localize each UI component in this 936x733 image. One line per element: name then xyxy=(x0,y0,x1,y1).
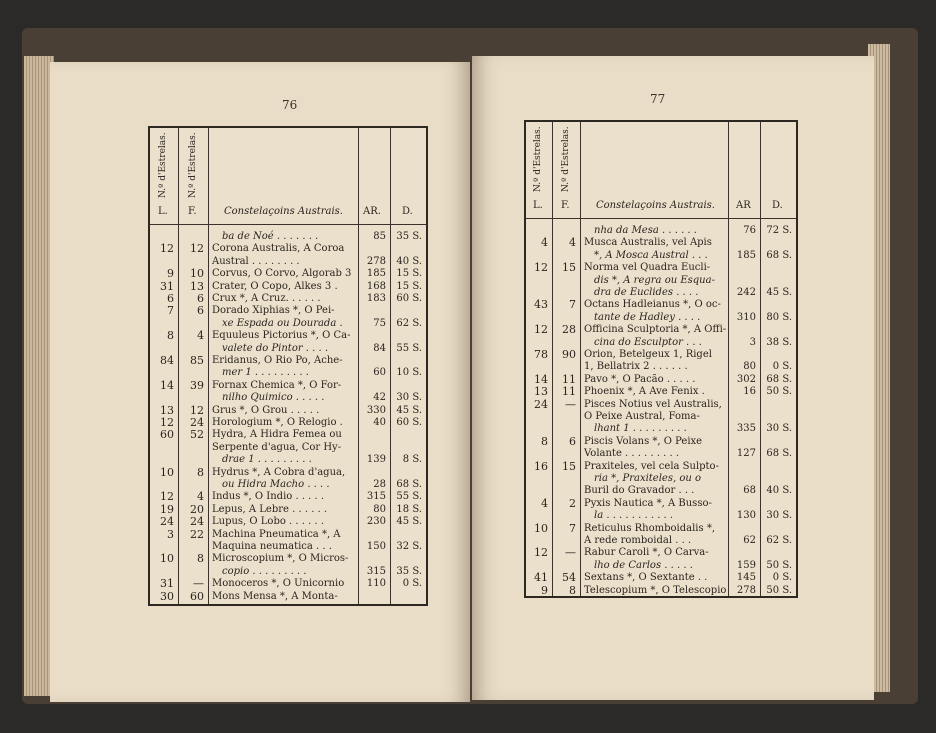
cell-ar: 3 xyxy=(749,336,756,348)
cell-ar: 145 xyxy=(736,572,756,584)
cell-f: 39 xyxy=(190,378,204,392)
cell-n: Pisces Notius vel Australis, xyxy=(584,398,722,410)
cell-f: 12 xyxy=(190,403,204,417)
left-star-table xyxy=(148,126,428,606)
cell-n: la . . . . . . . . . . . xyxy=(594,510,674,522)
cell-n: A rede romboidal . . . xyxy=(584,535,692,546)
cell-l: 13 xyxy=(534,385,548,399)
cell-l: 12 xyxy=(160,242,174,256)
cell-n: Indus *, O Indio . . . . . xyxy=(212,491,325,503)
cell-n: Volante . . . . . . . . . xyxy=(584,448,680,460)
cell-n: Octans Hadleianus *, O oc- xyxy=(584,299,721,311)
cell-l: 12 xyxy=(160,416,174,429)
cell-d: 68 S. xyxy=(396,479,422,490)
cell-f: 8 xyxy=(569,583,576,597)
cell-ar: 80 xyxy=(743,361,756,373)
cell-d: 0 S. xyxy=(772,361,792,373)
cell-ar: 183 xyxy=(366,293,386,304)
header-l: L. xyxy=(533,200,543,211)
cell-d: 55 S. xyxy=(396,342,422,354)
cell-l: 9 xyxy=(541,583,548,597)
cell-n: lho de Carlos . . . . . xyxy=(594,559,693,571)
cell-f: 2 xyxy=(569,496,576,510)
cell-ar: 315 xyxy=(366,491,386,503)
cell-l: 12 xyxy=(534,546,548,560)
cell-n: Phoenix *, A Ave Fenix . xyxy=(584,386,705,398)
cell-f: 4 xyxy=(197,329,204,343)
cell-l: 84 xyxy=(160,354,174,367)
cell-d: 45 S. xyxy=(766,287,792,298)
cell-ar: 159 xyxy=(736,559,756,571)
cell-d: 45 S. xyxy=(396,516,422,528)
cell-l: 12 xyxy=(534,261,548,275)
cell-f: 7 xyxy=(569,521,576,535)
cell-f: 6 xyxy=(569,434,576,448)
cell-n: Corona Australis, A Coroa xyxy=(212,243,345,255)
cell-ar: 130 xyxy=(736,510,756,522)
header-l: L. xyxy=(158,206,168,217)
cell-n: Lepus, A Lebre . . . . . . xyxy=(212,503,328,515)
cell-n: Piscis Volans *, O Peixe xyxy=(584,435,703,447)
cell-f: 6 xyxy=(197,304,204,318)
header-d: D. xyxy=(772,200,783,211)
header-stars-f-rotated: N.º d'Estrelas. xyxy=(561,126,571,192)
table-row xyxy=(150,590,426,604)
cell-f: 28 xyxy=(562,323,576,337)
cell-f: 8 xyxy=(197,552,204,566)
cell-l: 7 xyxy=(167,304,174,318)
cell-d: 60 S. xyxy=(396,417,422,428)
left-page-number: 76 xyxy=(282,98,298,112)
cell-ar: 76 xyxy=(743,225,756,236)
cell-d: 72 S. xyxy=(766,225,792,236)
right-page-number: 77 xyxy=(650,92,666,106)
header-ar: AR. xyxy=(363,206,381,217)
cell-l: 10 xyxy=(534,521,548,535)
cell-f: — xyxy=(193,577,204,591)
cell-f: 8 xyxy=(197,465,204,479)
cell-n: lhant 1 . . . . . . . . . xyxy=(594,423,687,435)
cell-d: 55 S. xyxy=(396,491,422,503)
cell-ar: 315 xyxy=(366,565,386,577)
cell-n: drae 1 . . . . . . . . . xyxy=(222,454,312,466)
cell-n: Austral . . . . . . . . xyxy=(212,255,300,267)
cell-n: nilho Quimico . . . . . xyxy=(222,392,325,404)
cell-n: Horologium *, O Relogio . xyxy=(212,417,343,428)
cell-n: Fornax Chemica *, O For- xyxy=(212,379,342,391)
cell-d: 40 S. xyxy=(396,255,422,267)
cell-n: 1, Bellatrix 2 . . . . . . xyxy=(584,361,688,373)
cell-d: 35 S. xyxy=(396,231,422,242)
cell-n: Pavo *, O Pacão . . . . . xyxy=(584,373,696,385)
cell-ar: 242 xyxy=(736,287,756,298)
cell-ar: 150 xyxy=(366,541,386,552)
cell-ar: 330 xyxy=(366,404,386,416)
cell-n: Maquina neumatica . . . xyxy=(212,541,332,552)
cell-n: Officina Sculptoria *, A Offi- xyxy=(584,324,727,336)
cell-ar: 310 xyxy=(736,311,756,323)
cell-n: *, A Mosca Austral . . . xyxy=(594,249,708,261)
cell-l: 41 xyxy=(534,571,548,585)
cell-l: 24 xyxy=(160,515,174,529)
cell-f: 7 xyxy=(569,298,576,312)
cell-l: 13 xyxy=(160,403,174,417)
header-divider xyxy=(526,218,796,219)
cell-f: 4 xyxy=(197,490,204,504)
cell-l: 10 xyxy=(160,552,174,566)
cell-f: — xyxy=(565,546,576,560)
cell-ar: 62 xyxy=(743,535,756,546)
cell-n: valete do Pintor . . . . xyxy=(222,342,329,354)
right-page xyxy=(472,56,874,700)
cell-f: 6 xyxy=(197,292,204,305)
cell-n: Crater, O Copo, Alkes 3 . xyxy=(212,280,338,292)
header-constellation: Constelaçoins Austrais. xyxy=(596,200,715,211)
cell-f: 15 xyxy=(562,459,576,473)
cell-f: 11 xyxy=(562,385,576,399)
cell-n: Pyxis Nautica *, A Busso- xyxy=(584,497,712,509)
cell-ar: 278 xyxy=(736,584,756,596)
cell-d: 50 S. xyxy=(766,559,792,571)
cell-l: 60 xyxy=(160,428,174,442)
cell-ar: 16 xyxy=(743,386,756,398)
cell-d: 60 S. xyxy=(396,293,422,304)
cell-n: Reticulus Rhomboidalis *, xyxy=(584,522,715,534)
cell-ar: 139 xyxy=(366,454,386,466)
cell-n: Orion, Betelgeux 1, Rigel xyxy=(584,349,712,360)
cell-d: 50 S. xyxy=(766,584,792,596)
cell-n: cina do Esculptor . . . xyxy=(594,336,702,348)
cell-ar: 335 xyxy=(736,423,756,435)
cell-n: tante de Hadley . . . . xyxy=(594,311,701,323)
cell-n: Dorado Xiphias *, O Pei- xyxy=(212,305,335,317)
cell-f: 10 xyxy=(190,267,204,281)
cell-d: 0 S. xyxy=(402,578,422,590)
cell-n: dra de Euclides . . . . xyxy=(594,287,699,298)
cell-ar: 80 xyxy=(373,503,386,515)
cell-d: 62 S. xyxy=(396,317,422,329)
cell-n: xe Espada ou Dourada . xyxy=(222,317,343,329)
cell-l: 31 xyxy=(160,577,174,591)
cell-d: 35 S. xyxy=(396,565,422,577)
cell-l: 6 xyxy=(167,292,174,305)
header-f: F. xyxy=(561,200,570,211)
cell-ar: 60 xyxy=(373,367,386,379)
cell-n: Equuleus Pictorius *, O Ca- xyxy=(212,330,351,342)
cell-l: 78 xyxy=(534,348,548,361)
cell-f: 12 xyxy=(190,242,204,256)
cell-ar: 28 xyxy=(373,479,386,490)
cell-ar: 302 xyxy=(736,373,756,385)
cell-f: 24 xyxy=(190,515,204,529)
cell-d: 68 S. xyxy=(766,373,792,385)
cell-ar: 168 xyxy=(366,280,386,292)
cell-n: Microscopium *, O Micros- xyxy=(212,553,349,565)
cell-n: nha da Mesa . . . . . . xyxy=(594,225,697,236)
cell-n: Sextans *, O Sextante . . xyxy=(584,572,708,584)
cell-l: 4 xyxy=(541,496,548,510)
cell-d: 18 S. xyxy=(396,503,422,515)
cell-ar: 230 xyxy=(366,516,386,528)
cell-ar: 40 xyxy=(373,417,386,428)
cell-ar: 75 xyxy=(373,317,386,329)
cell-l: 4 xyxy=(541,236,548,250)
header-stars-f-rotated: N.º d'Estrelas. xyxy=(188,132,198,198)
cell-l: 10 xyxy=(160,465,174,479)
cell-f: — xyxy=(565,397,576,411)
cell-ar: 68 xyxy=(743,485,756,497)
cell-n: O Peixe Austral, Foma- xyxy=(584,411,700,422)
cell-l: 14 xyxy=(160,378,174,392)
cell-ar: 84 xyxy=(373,342,386,354)
cell-n: Mons Mensa *, A Monta- xyxy=(212,590,338,602)
cell-n: Hydrus *, A Cobra d'agua, xyxy=(212,466,346,478)
cell-f: 85 xyxy=(190,354,204,367)
table-row xyxy=(526,584,796,598)
right-star-table xyxy=(524,120,798,598)
cell-f: 22 xyxy=(190,527,204,541)
cell-n: Crux *, A Cruz. . . . . . xyxy=(212,293,321,304)
cell-l: 14 xyxy=(534,372,548,386)
cell-l: 31 xyxy=(160,279,174,293)
cell-n: Lupus, O Lobo . . . . . . xyxy=(212,516,325,528)
cell-n: Machina Pneumatica *, A xyxy=(212,528,341,540)
cell-d: 30 S. xyxy=(766,510,792,522)
cell-n: Norma vel Quadra Eucli- xyxy=(584,262,711,274)
cell-d: 30 S. xyxy=(396,392,422,404)
cell-f: 90 xyxy=(562,348,576,361)
cell-f: 4 xyxy=(569,236,576,250)
cell-f: 60 xyxy=(190,589,204,603)
cell-d: 50 S. xyxy=(766,386,792,398)
cell-n: Praxiteles, vel cela Sulpto- xyxy=(584,460,719,472)
cell-ar: 42 xyxy=(373,392,386,404)
cell-l: 12 xyxy=(160,490,174,504)
cell-d: 38 S. xyxy=(766,336,792,348)
cell-n: dis *, A regra ou Esqua- xyxy=(594,274,715,286)
cell-l: 30 xyxy=(160,589,174,603)
cell-d: 80 S. xyxy=(766,311,792,323)
cell-l: 19 xyxy=(160,502,174,516)
cell-n: Monoceros *, O Unicornio xyxy=(212,578,345,590)
header-constellation: Constelaçoins Austrais. xyxy=(224,206,343,217)
cell-d: 10 S. xyxy=(396,367,422,379)
header-ar: AR xyxy=(736,200,751,211)
cell-n: ou Hidra Macho . . . . xyxy=(222,479,330,490)
header-stars-l-rotated: N.º d'Estrelas. xyxy=(158,132,168,198)
cell-ar: 278 xyxy=(366,255,386,267)
cell-n: ba de Noé . . . . . . . xyxy=(222,231,319,242)
cell-f: 13 xyxy=(190,279,204,293)
cell-f: 15 xyxy=(562,261,576,275)
cell-d: 68 S. xyxy=(766,448,792,460)
cell-l: 8 xyxy=(167,329,174,343)
cell-n: mer 1 . . . . . . . . . xyxy=(222,367,309,379)
cell-f: 20 xyxy=(190,502,204,516)
cell-l: 16 xyxy=(534,459,548,473)
header-d: D. xyxy=(402,206,413,217)
cell-d: 30 S. xyxy=(766,423,792,435)
cell-l: 43 xyxy=(534,298,548,312)
header-stars-l-rotated: N.º d'Estrelas. xyxy=(533,126,543,192)
cell-n: Eridanus, O Rio Po, Ache- xyxy=(212,355,343,366)
cell-d: 68 S. xyxy=(766,249,792,261)
cell-ar: 127 xyxy=(736,448,756,460)
cell-n: Hydra, A Hidra Femea ou xyxy=(212,429,342,441)
cell-f: 24 xyxy=(190,416,204,429)
cell-d: 62 S. xyxy=(766,535,792,546)
cell-ar: 185 xyxy=(736,249,756,261)
cell-d: 40 S. xyxy=(766,485,792,497)
cell-n: Grus *, O Grou . . . . . xyxy=(212,404,320,416)
cell-ar: 85 xyxy=(373,231,386,242)
cell-f: 54 xyxy=(562,571,576,585)
cell-f: 52 xyxy=(190,428,204,442)
cell-n: ria *, Praxiteles, ou o xyxy=(594,473,701,484)
cell-ar: 185 xyxy=(366,268,386,280)
cell-d: 8 S. xyxy=(402,454,422,466)
cell-n: Corvus, O Corvo, Algorab 3 xyxy=(212,268,352,280)
cell-d: 0 S. xyxy=(772,572,792,584)
left-page xyxy=(50,62,470,702)
header-f: F. xyxy=(188,206,197,217)
cell-l: 12 xyxy=(534,323,548,337)
cell-d: 45 S. xyxy=(396,404,422,416)
cell-l: 24 xyxy=(534,397,548,411)
cell-ar: 110 xyxy=(366,578,386,590)
cell-n: Buril do Gravador . . . xyxy=(584,485,695,497)
header-divider xyxy=(150,224,426,225)
cell-n: Serpente d'agua, Cor Hy- xyxy=(212,441,342,453)
cell-n: Musca Australis, vel Apis xyxy=(584,237,712,249)
cell-l: 9 xyxy=(167,267,174,281)
cell-f: 11 xyxy=(562,372,576,386)
cell-l: 8 xyxy=(541,434,548,448)
cell-l: 3 xyxy=(167,527,174,541)
cell-d: 15 S. xyxy=(396,268,422,280)
cell-n: Rabur Caroli *, O Carva- xyxy=(584,547,709,559)
cell-d: 32 S. xyxy=(396,541,422,552)
cell-n: Telescopium *, O Telescopio xyxy=(584,584,727,596)
cell-d: 15 S. xyxy=(396,280,422,292)
cell-n: copio . . . . . . . . . xyxy=(222,565,307,577)
